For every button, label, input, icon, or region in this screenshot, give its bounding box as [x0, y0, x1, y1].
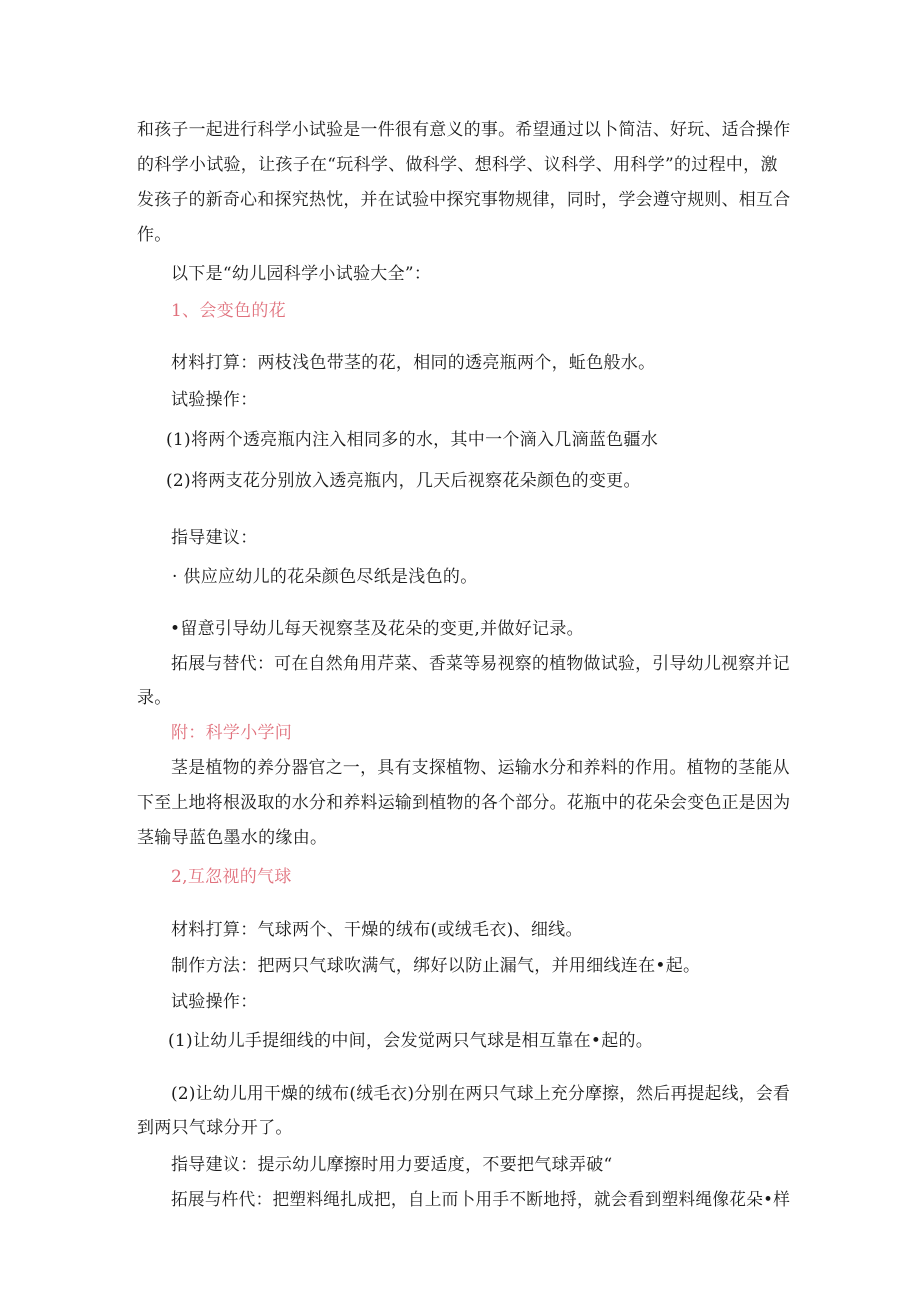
exp1-guide-item-2: •留意引导幼儿每天视察茎及花朵的变更,并做好记录。 [170, 619, 584, 639]
exp1-extend-line-2: 录。 [137, 688, 172, 708]
exp1-guide-label: 指导建议： [171, 528, 258, 548]
exp2-method: 制作方法：把两只气球吹满气，绑好以防止漏气，并用细线连在•起。 [171, 956, 701, 976]
intro-line-1: 和孩子一起进行科学小试验是一件很有意义的事。希望通过以卜简洁、好玩、适合操作 [137, 120, 791, 140]
intro-line-3: 发孩子的新奇心和探究热忱，并在试验中探究事物规律，同时，学会遵守规则、相互合 [137, 190, 791, 210]
exp1-appendix-line-2: 下至上地将根汲取的水分和养料运输到植物的各个部分。花瓶中的花朵会变色正是因为 [137, 793, 791, 813]
exp1-heading: 1、会变色的花 [171, 301, 286, 321]
exp1-step-1: (1)将两个透亮瓶内注入相同多的水，其中一个滴入几滴蓝色疆水 [166, 430, 659, 450]
exp2-step-1: (1)让幼儿手提细线的中间，会发觉两只气球是相互靠在•起的。 [168, 1031, 654, 1051]
intro-lead: 以下是“幼儿园科学小试验大全”： [171, 264, 432, 284]
intro-line-4: 作。 [137, 225, 172, 245]
exp2-heading: 2,互忽视的气球 [171, 867, 292, 887]
exp1-appendix-line-1: 茎是植物的养分器官之一，具有支探植物、运输水分和养料的作用。植物的茎能从 [171, 758, 790, 778]
intro-line-2: 的科学小试验，让孩子在“玩科学、做科学、想科学、议科学、用科学”的过程中，激 [137, 155, 778, 175]
exp2-extend: 拓展与杵代：把塑料绳扎成把，自上而卜用手不断地捋，就会看到塑料绳像花朵•样 [171, 1190, 791, 1210]
exp2-step-2-line-2: 到两只气球分开了。 [137, 1118, 293, 1138]
exp1-materials: 材料打算：两枝浅色带茎的花，相同的透亮瓶两个，蚯色般水。 [171, 353, 656, 373]
exp1-guide-item-1: · 供应应幼儿的花朵颜色尽纸是浅色的。 [172, 567, 478, 587]
exp1-appendix-line-3: 茎输导蓝色墨水的缘由。 [137, 828, 328, 848]
exp1-appendix-label: 附：科学小学问 [171, 723, 293, 743]
exp1-step-2: (2)将两支花分别放入透亮瓶内，几天后视察花朵颜色的变更。 [166, 471, 641, 491]
exp2-step-2-line-1: (2)让幼儿用干燥的绒布(绒毛衣)分别在两只气球上充分摩擦，然后再提起线，会看 [171, 1084, 791, 1104]
exp2-materials: 材料打算：气球两个、干燥的绒布(或绒毛衣)、细线。 [171, 920, 583, 940]
exp2-operation-label: 试验操作： [171, 992, 258, 1012]
exp1-operation-label: 试验操作： [171, 390, 258, 410]
exp1-extend-line-1: 拓展与替代：可在自然角用芹菜、香菜等易视察的植物做试验，引导幼儿视察并记 [171, 654, 790, 674]
exp2-guide: 指导建议：提示幼儿摩擦时用力要适度，不要把气球弄破“ [171, 1155, 613, 1175]
